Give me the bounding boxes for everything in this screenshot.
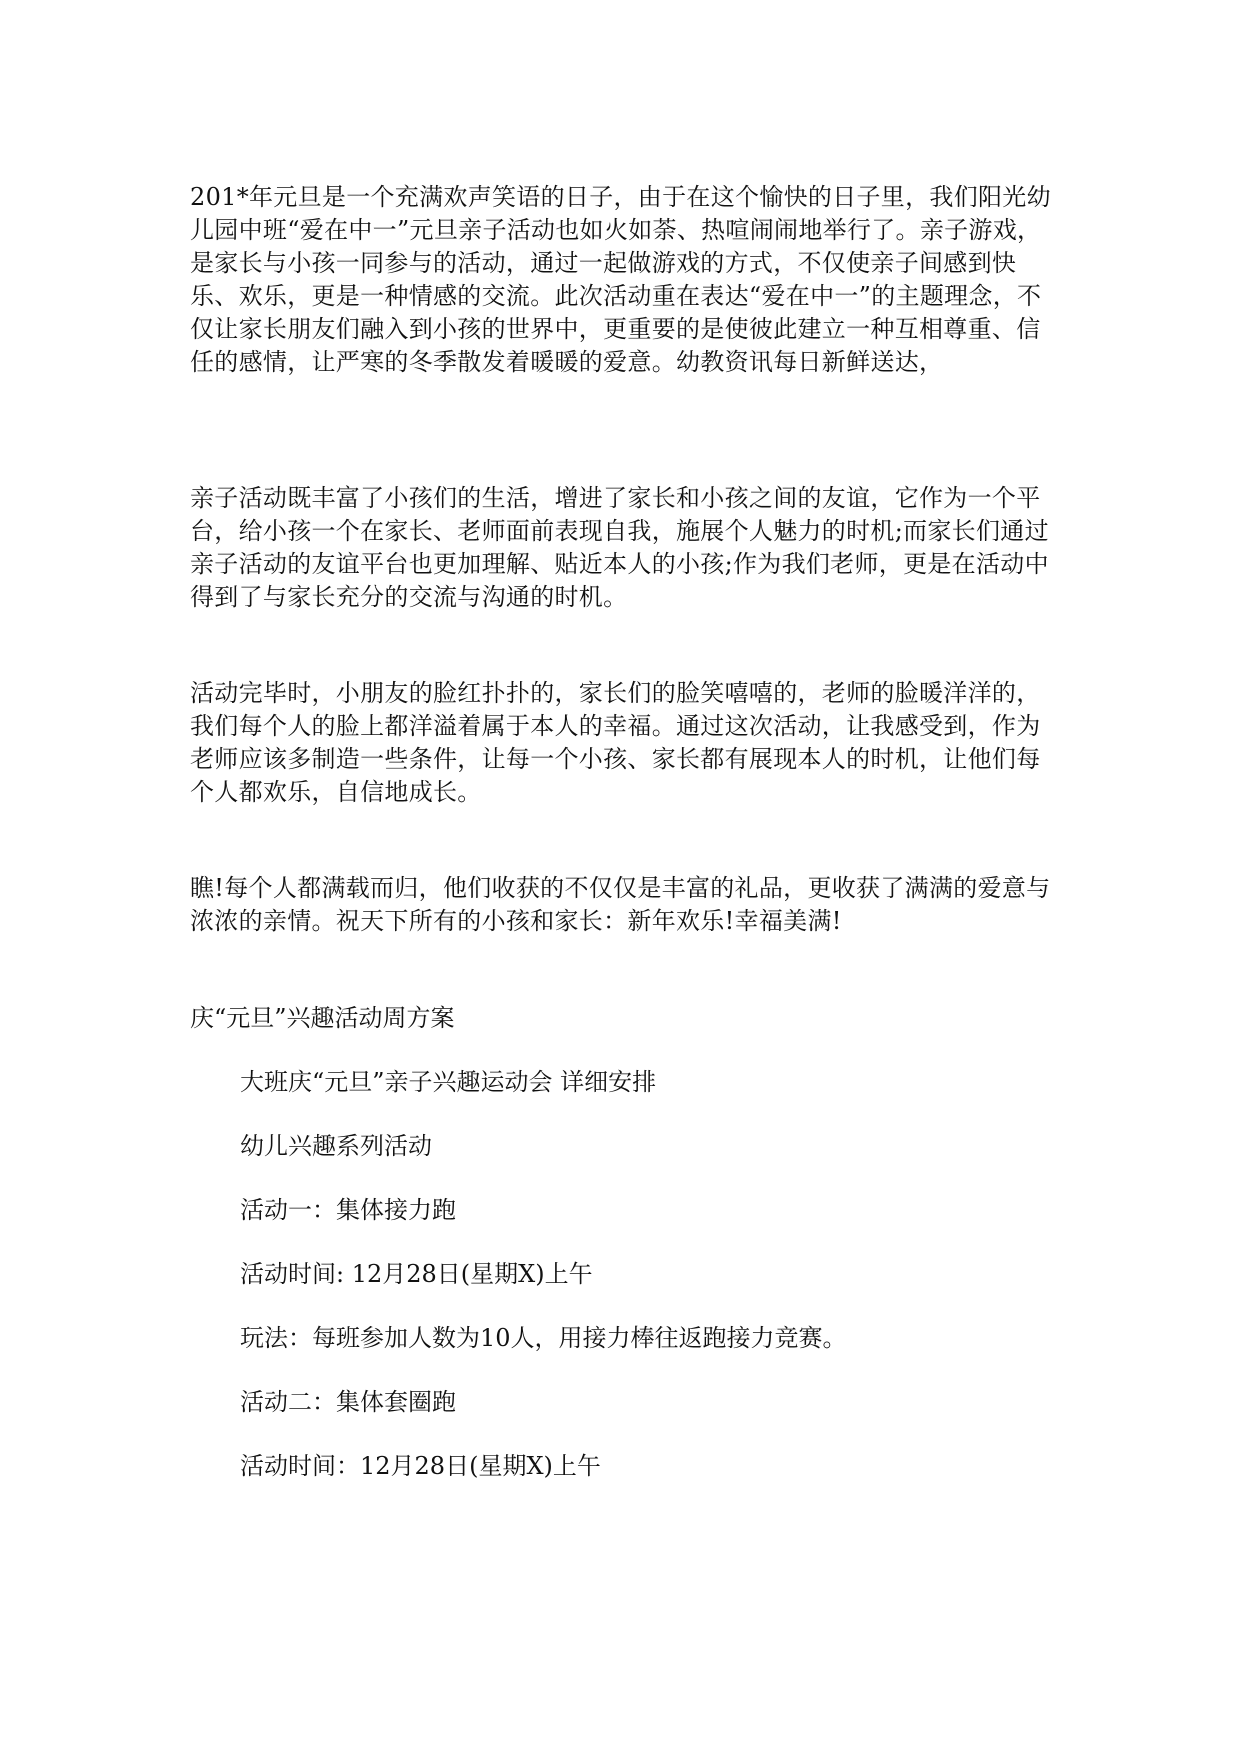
- paragraph-platform: 亲子活动既丰富了小孩们的生活，增进了家长和小孩之间的友谊，它作为一个平台，给小孩一个在家长、老师面前表现自我，施展个人魅力的时机;而家长们通过亲子活动的友谊平台也更加理解、贴近本人的小孩;作为我们老师，更是在活动中得到了与家长充分的交流与沟通的时机。: [190, 484, 1049, 611]
- activity-one-rules: 玩法：每班参加人数为10人，用接力棒往返跑接力竞赛。: [240, 1324, 847, 1352]
- paragraph-intro: 201*年元旦是一个充满欢声笑语的日子，由于在这个愉快的日子里，我们阳光幼儿园中班“爱在中一”元旦亲子活动也如火如荼、热喧闹闹地举行了。亲子游戏，是家长与小孩一同参与的活动，通过一起做游戏的方式，不仅使亲子间感到快乐、欢乐，更是一种情感的交流。此次活动重在表达“爱在中一”的主题理念，不仅让家长朋友们融入到小孩的世界中，更重要的是使彼此建立一种互相尊重、信任的感情，让严寒的冬季散发着暖暖的爱意。幼教资讯每日新鲜送达，: [190, 183, 1051, 376]
- plan-subtitle: 幼儿兴趣系列活动: [240, 1132, 432, 1160]
- activity-two-title: 活动二：集体套圈跑: [240, 1388, 456, 1416]
- section-heading: 庆“元旦”兴趣活动周方案: [190, 1004, 455, 1032]
- activity-one-title: 活动一：集体接力跑: [240, 1196, 456, 1224]
- activity-one-time: 活动时间: 12月28日(星期X)上午: [240, 1260, 593, 1288]
- paragraph-blessing: 瞧!每个人都满载而归，他们收获的不仅仅是丰富的礼品，更收获了满满的爱意与浓浓的亲情。祝天下所有的小孩和家长：新年欢乐!幸福美满!: [190, 874, 1051, 935]
- paragraph-conclusion: 活动完毕时，小朋友的脸红扑扑的，家长们的脸笑嘻嘻的，老师的脸暖洋洋的，我们每个人的脸上都洋溢着属于本人的幸福。通过这次活动，让我感受到，作为老师应该多制造一些条件，让每一个小孩、家长都有展现本人的时机，让他们每个人都欢乐，自信地成长。: [190, 679, 1041, 806]
- activity-two-time: 活动时间：12月28日(星期X)上午: [240, 1452, 601, 1480]
- plan-title: 大班庆“元旦”亲子兴趣运动会 详细安排: [240, 1068, 657, 1096]
